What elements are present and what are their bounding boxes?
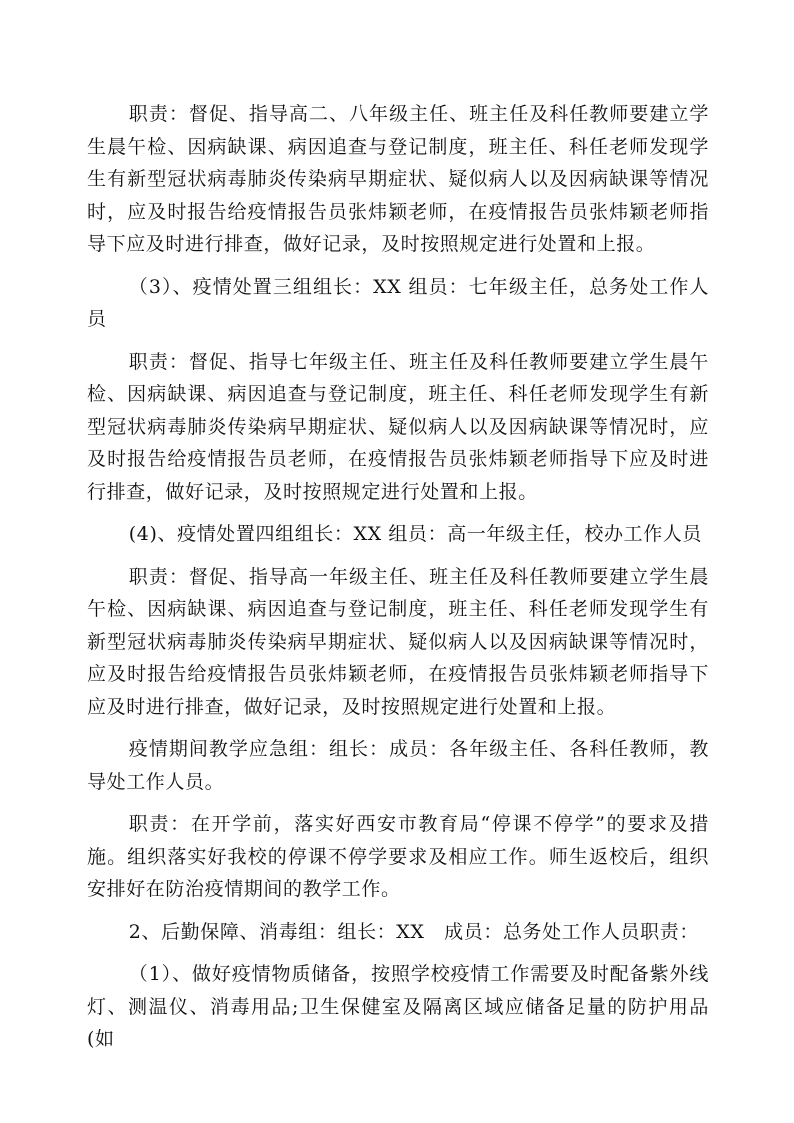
paragraph-duty-group-2: 职责：督促、指导高二、八年级主任、班主任及科任教师要建立学生晨午检、因病缺课、病因追查与登记制度，班主任、科任老师发现学生有新型冠状病毒肺炎传染病早期症状、疑似病人以及因病缺课等情况时，应及时报告给疫情报告员张炜颖老师，在疫情报告员张炜颖老师指导下应及时进行排查，做好记录，及时按照规定进行处置和上报。 [87, 103, 709, 255]
paragraph-teaching-duty: 职责：在开学前，落实好西安市教育局“停课不停学”的要求及措施。组织落实好我校的停课不停学要求及相应工作。师生返校后，组织安排好在防治疫情期间的教学工作。 [87, 813, 709, 900]
document-body [87, 98, 709, 1056]
heading-logistics-disinfection-group: 2、后勤保障、消毒组：组长：XX 成员：总务处工作人员职责： [128, 920, 699, 943]
paragraph-duty-group-3: 职责：督促、指导七年级主任、班主任及科任教师要建立学生晨午检、因病缺课、病因追查与登记制度，班主任、科任老师发现学生有新型冠状病毒肺炎传染病早期症状、疑似病人以及因病缺课等情况时，应及时报告给疫情报告员老师，在疫情报告员张炜颖老师指导下应及时进行排查，做好记录，及时按照规定进行处置和上报。 [87, 350, 709, 503]
heading-disposal-group-4: (4)、疫情处置四组组长：XX 组员：高一年级主任，校办工作人员 [128, 523, 703, 545]
heading-disposal-group-3: （3）、疫情处置三组组长：XX 组员：七年级主任，总务处工作人员 [87, 275, 709, 330]
paragraph-duty-group-4: 职责：督促、指导高一年级主任、班主任及科任教师要建立学生晨午检、因病缺课、病因追查与登记制度，班主任、科任老师发现学生有新型冠状病毒肺炎传染病早期症状、疑似病人以及因病缺课等情况时，应及时报告给疫情报告员张炜颖老师，在疫情报告员张炜颖老师指导下应及时进行排查，做好记录，及时按照规定进行处置和上报。 [87, 565, 709, 718]
paragraph-logistics-item-1: （1）、做好疫情物质储备，按照学校疫情工作需要及时配备紫外线灯、测温仪、消毒用品;卫生保健室及隔离区域应储备足量的防护用品(如 [87, 963, 709, 1050]
paragraph-teaching-emergency-group: 疫情期间教学应急组：组长：成员：各年级主任、各科任教师，教导处工作人员。 [87, 738, 709, 793]
